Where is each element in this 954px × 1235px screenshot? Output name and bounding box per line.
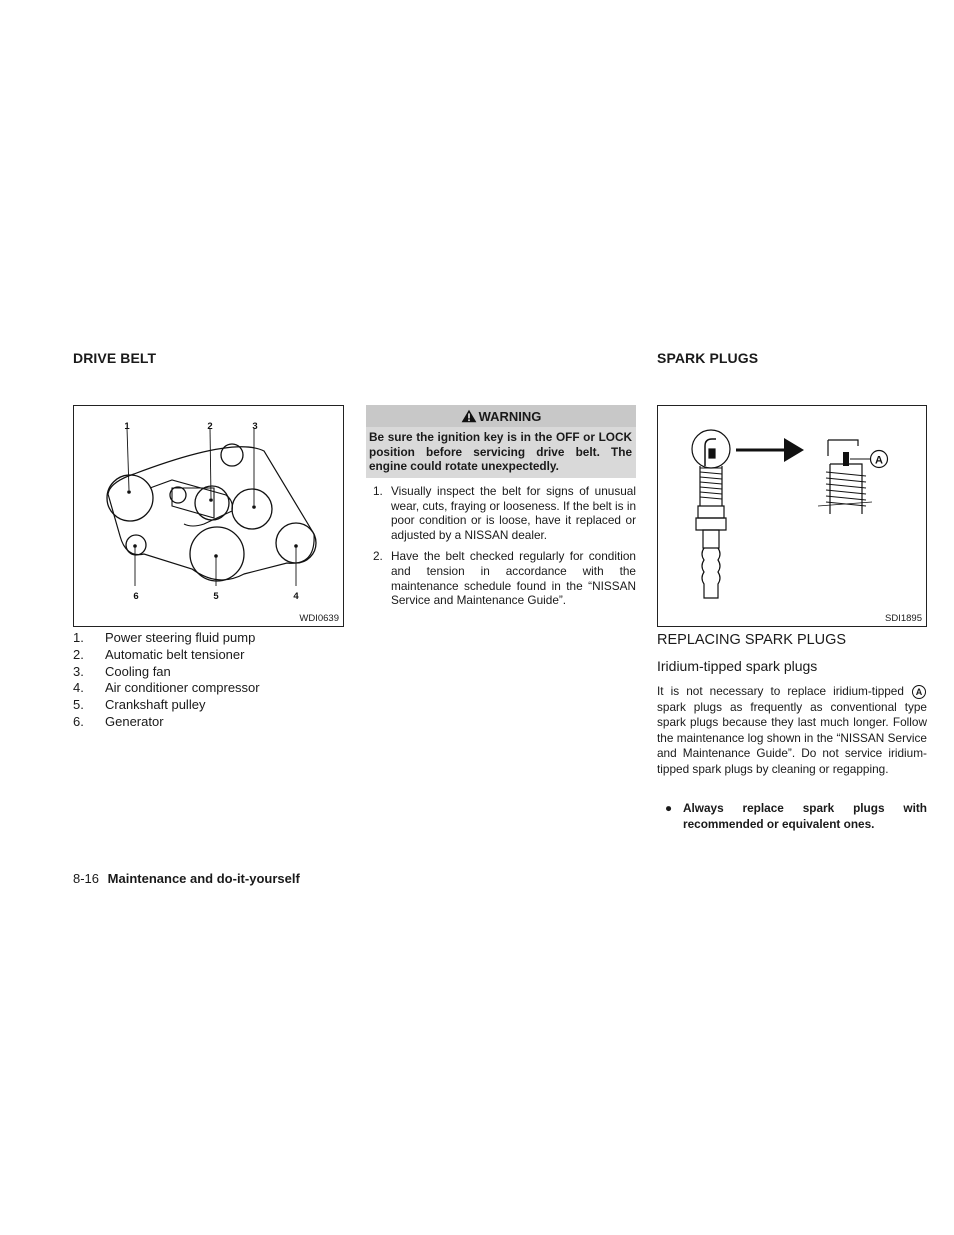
list-item: 3. Cooling fan (73, 663, 171, 679)
list-item: 2. Automatic belt tensioner (73, 646, 245, 662)
parts-list (73, 630, 343, 731)
drive-belt-diagram (74, 406, 343, 626)
callout-a: A (875, 454, 883, 467)
list-item: 5. Crankshaft pulley (73, 697, 206, 713)
list-item: 1. Visually inspect the belt for signs of unusual wear, cuts, fraying or looseness. If the belt is in poor condition or is loose, have it replaced or adjusted by a NISSAN dealer. (373, 484, 636, 542)
callout-1: 1 (124, 421, 130, 432)
figure-code: WDI0639 (299, 613, 339, 624)
spark-plug-diagram (658, 406, 926, 626)
iridium-paragraph: It is not necessary to replace iridium-tipped A spark plugs as frequently as conventional type spark plugs because they last much longer. Follow the maintenance log shown in the “NISSAN Service and Maintenance Guide”. Do not service iridium-tipped spark plugs by cleaning or regapping. (657, 684, 927, 776)
callout-3: 3 (252, 421, 258, 432)
callout-6: 6 (133, 591, 139, 602)
warning-title: WARNING (478, 408, 542, 424)
warning-triangle-icon (461, 409, 477, 423)
warning-text: Be sure the ignition key is in the OFF or LOCK position before servicing drive belt. The engine could rotate unexpectedly. (369, 430, 632, 474)
figure-code: SDI1895 (885, 613, 922, 624)
bullet-note: ● Always replace spark plugs with recommended or equivalent ones. (657, 801, 927, 832)
list-item: 1. Power steering fluid pump (73, 630, 256, 645)
list-item: 4. Air conditioner compressor (73, 680, 260, 696)
spark-plug-figure (657, 405, 927, 627)
list-item: 6. Generator (73, 713, 164, 729)
section-title: Maintenance and do-it-yourself (107, 871, 300, 886)
page-number: 8-16 (73, 871, 100, 886)
inspection-steps (366, 484, 636, 615)
warning-box (366, 405, 636, 478)
spark-plugs-heading: SPARK PLUGS (657, 350, 759, 366)
drive-belt-heading: DRIVE BELT (73, 350, 157, 366)
callout-2: 2 (207, 421, 213, 432)
drive-belt-figure (73, 405, 344, 627)
pulley-cooling-fan (232, 489, 272, 529)
bullet-icon: ● (665, 801, 673, 815)
page-footer (73, 871, 300, 886)
warning-header (366, 405, 636, 427)
iridium-subheading: Iridium-tipped spark plugs (657, 658, 818, 674)
callout-a-marker: A (912, 685, 926, 699)
replacing-spark-plugs-heading: REPLACING SPARK PLUGS (657, 632, 847, 648)
callout-5: 5 (213, 591, 219, 602)
list-item: 2. Have the belt checked regularly for condition and tension in accordance with the maintenance schedule found in the “NISSAN Service and Maintenance Guide”. (373, 549, 636, 608)
callout-4: 4 (293, 591, 299, 602)
